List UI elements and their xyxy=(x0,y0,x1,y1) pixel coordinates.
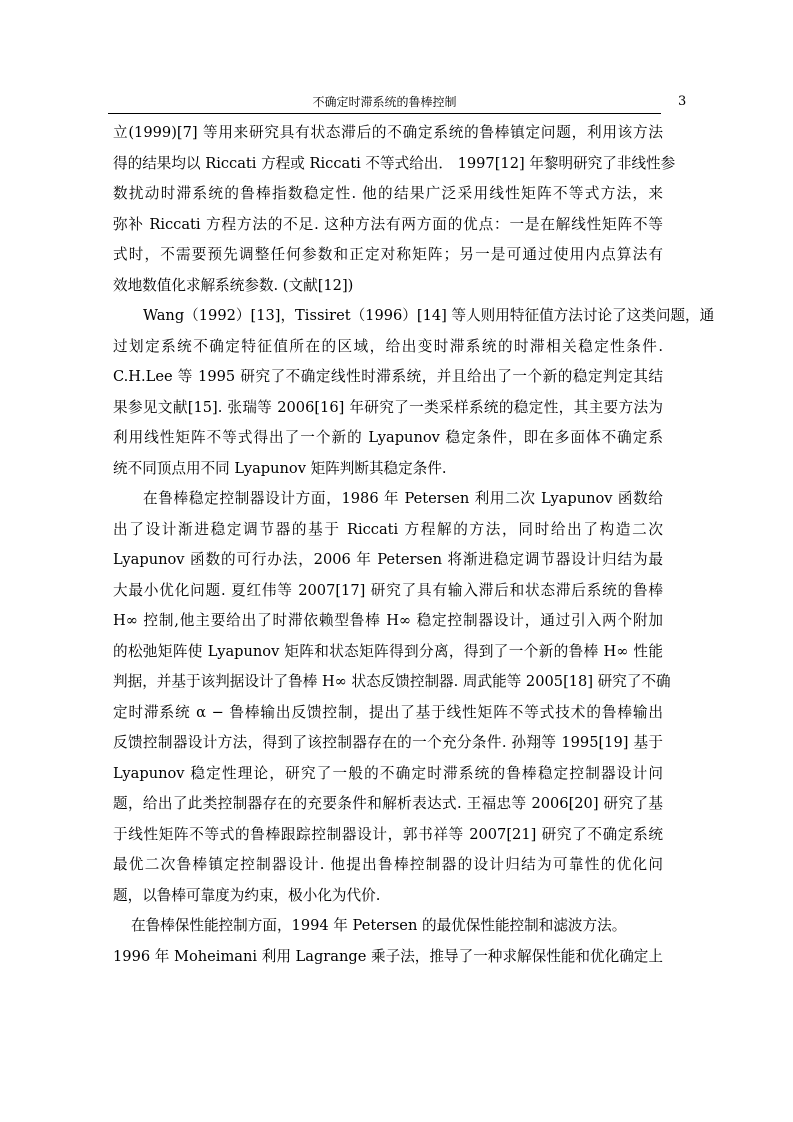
paragraph xyxy=(113,911,663,972)
text-line: Lyapunov 函数的可行办法，2006 年 Petersen 将渐进稳定调节器设计归结为最 xyxy=(113,551,663,568)
text-line: 式时，不需要预先调整任何参数和正定对称矩阵；另一是可通过使用内点算法有 xyxy=(113,246,663,263)
page-number: 3 xyxy=(678,94,687,109)
text-line: 效地数值化求解系统参数. (文献[12]) xyxy=(113,276,354,294)
paragraph xyxy=(113,301,715,484)
text-line: 过划定系统不确定特征值所在的区域，给出变时滞系统的时滞相关稳定性条件. xyxy=(113,337,663,355)
text-line: 在鲁棒保性能控制方面，1994 年 Petersen 的最优保性能控制和滤波方法。 xyxy=(131,917,627,934)
text-line: 立(1999)[7] 等用来研究具有状态滞后的不确定系统的鲁棒镇定问题，利用该方法 xyxy=(113,124,663,141)
text-line: 统不同顶点用不同 Lyapunov 矩阵判断其稳定条件. xyxy=(113,459,447,477)
text-line: 1996 年 Moheimani 利用 Lagrange 乘子法，推导了一种求解保性能和优化确定上 xyxy=(113,947,663,965)
text-line: 反馈控制器设计方法，得到了该控制器存在的一个充分条件. 孙翔等 1995[19] 基于 xyxy=(113,734,663,751)
text-line: 于线性矩阵不等式的鲁棒跟踪控制器设计，郭书祥等 2007[21] 研究了不确定系统 xyxy=(113,825,663,843)
text-line: 弥补 Riccati 方程方法的不足. 这种方法有两方面的优点：一是在解线性矩阵不等 xyxy=(113,215,663,233)
text-line: 题，给出了此类控制器存在的充要条件和解析表达式. 王福忠等 2006[20] 研究了基 xyxy=(113,795,663,812)
text-line: 得的结果均以 Riccati 方程或 Riccati 不等式给出． 1997[12] 年黎明研究了非线性参 xyxy=(113,154,676,172)
paragraph xyxy=(113,484,671,911)
text-line: C.H.Lee 等 1995 研究了不确定线性时滞系统，并且给出了一个新的稳定判定其结 xyxy=(113,368,663,385)
text-line: 题，以鲁棒可靠度为约束，极小化为代价. xyxy=(113,886,381,904)
body-text xyxy=(113,118,715,972)
text-line: 最优二次鲁棒镇定控制器设计. 他提出鲁棒控制器的设计归结为可靠性的优化问 xyxy=(113,856,663,873)
text-line: 的松弛矩阵使 Lyapunov 矩阵和状态矩阵得到分离，得到了一个新的鲁棒 H∞ 性能 xyxy=(113,642,663,660)
running-header xyxy=(108,93,661,114)
text-line: 定时滞系统 α − 鲁棒输出反馈控制，提出了基于线性矩阵不等式技术的鲁棒输出 xyxy=(113,703,663,721)
text-line: 在鲁棒稳定控制器设计方面，1986 年 Petersen 利用二次 Lyapunov 函数给 xyxy=(143,490,663,507)
text-line: 出了设计渐进稳定调节器的基于 Riccati 方程解的方法，同时给出了构造二次 xyxy=(113,520,663,538)
text-line: 大最小优化问题. 夏红伟等 2007[17] 研究了具有输入滞后和状态滞后系统的鲁棒 xyxy=(113,581,663,599)
paragraph xyxy=(113,118,676,301)
text-line: Wang（1992）[13]，Tissiret（1996）[14] 等人则用特征值方法讨论了这类问题，通 xyxy=(143,307,715,324)
text-line: 利用线性矩阵不等式得出了一个新的 Lyapunov 稳定条件，即在多面体不确定系 xyxy=(113,429,663,446)
text-line: Lyapunov 稳定性理论，研究了一般的不确定时滞系统的鲁棒稳定控制器设计问 xyxy=(113,764,663,782)
text-line: 判据，并基于该判据设计了鲁棒 H∞ 状态反馈控制器. 周武能等 2005[18] 研究了不确 xyxy=(113,673,671,690)
text-line: H∞ 控制,他主要给出了时滞依赖型鲁棒 H∞ 稳定控制器设计，通过引入两个附加 xyxy=(113,612,663,629)
running-title: 不确定时滞系统的鲁棒控制 xyxy=(312,95,457,109)
text-line: 果参见文献[15]. 张瑞等 2006[16] 年研究了一类采样系统的稳定性，其主要方法为 xyxy=(113,398,663,416)
text-line: 数扰动时滞系统的鲁棒指数稳定性. 他的结果广泛采用线性矩阵不等式方法，来 xyxy=(113,185,663,202)
